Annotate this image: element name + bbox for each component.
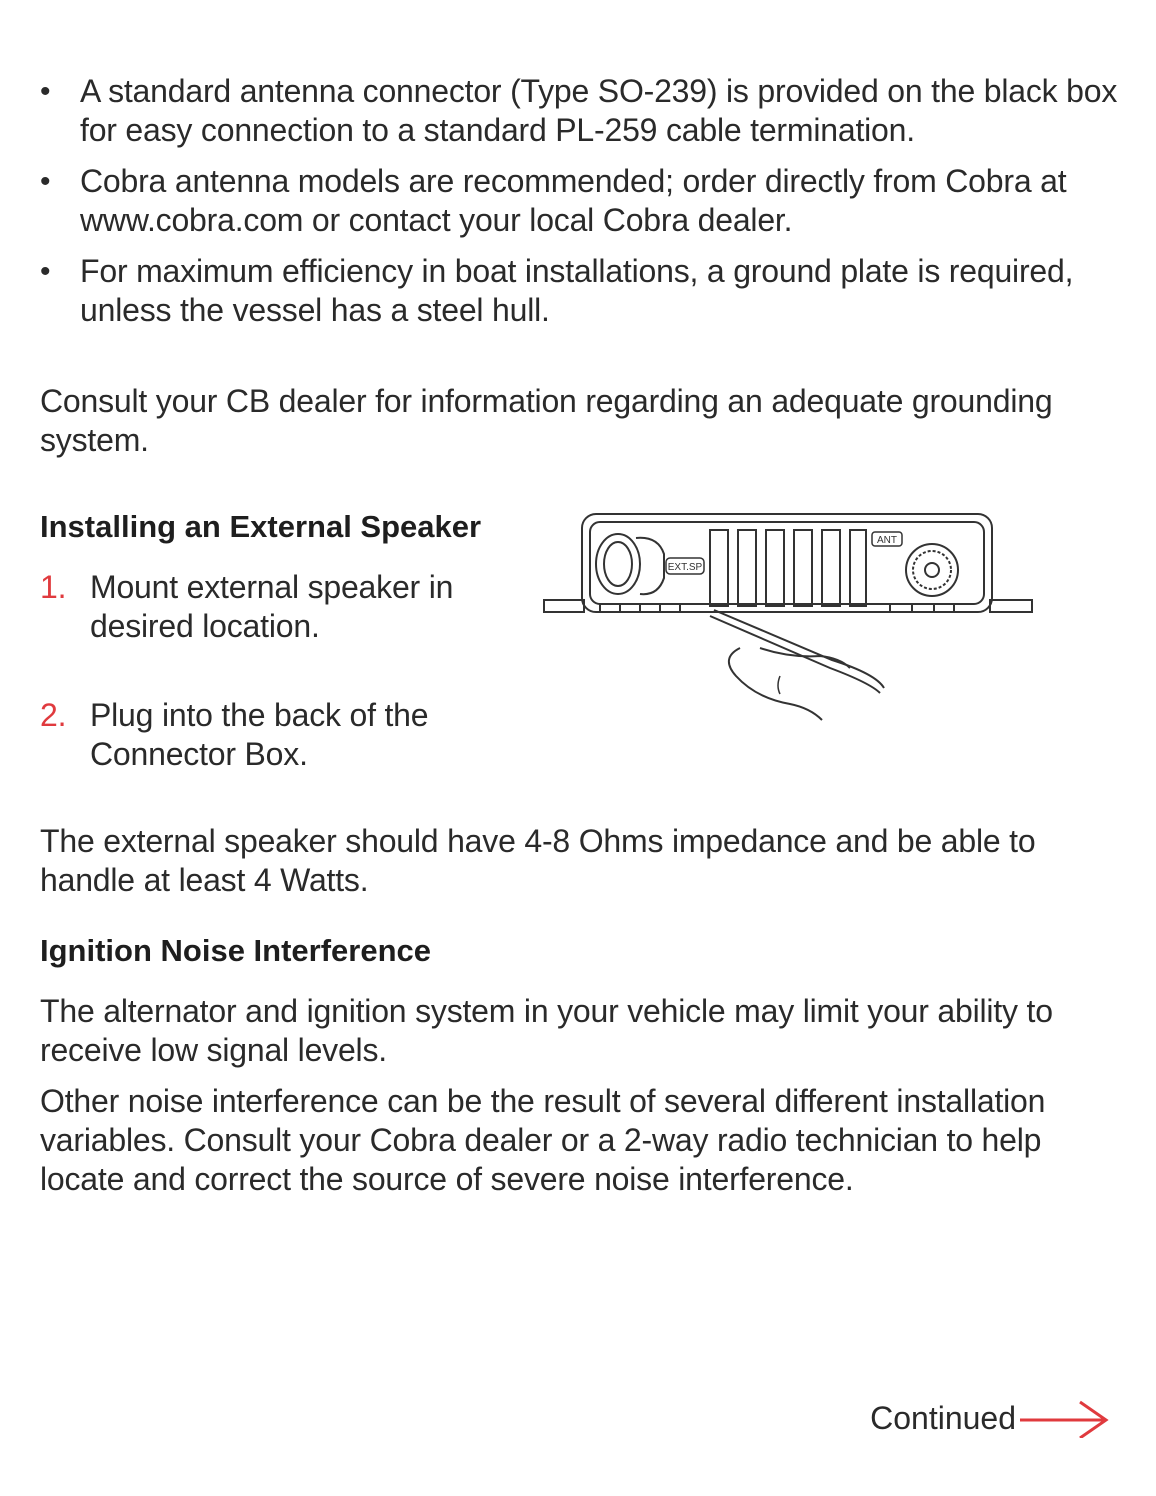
ignition-paragraph: Other noise interference can be the result of several different installation variables. Consult your Cobra dealer or a 2-way radio technician to help locate and correct the source of severe noise interference. — [40, 1083, 1046, 1197]
bullet-text: A standard antenna connector (Type SO-239) is provided on the black box for easy connection to a standard PL-259 cable termination. — [80, 73, 1118, 148]
continued-indicator — [870, 1398, 1112, 1438]
step-item — [40, 696, 510, 774]
step-text: Mount external speaker in desired location. — [90, 569, 454, 644]
connector-box-illustration — [540, 508, 1040, 728]
step-number: 2. — [40, 697, 67, 733]
arrow-right-icon — [1016, 1398, 1112, 1438]
ant-label: ANT — [877, 535, 897, 546]
antenna-bullet-list — [40, 72, 1130, 342]
ignition-paragraph: The alternator and ignition system in your vehicle may limit your ability to receive low signal levels. — [40, 993, 1053, 1068]
bullet-dot-icon: • — [40, 255, 51, 288]
bullet-dot-icon: • — [40, 165, 51, 198]
step-text: Plug into the back of the Connector Box. — [90, 697, 429, 772]
continued-label: Continued — [870, 1399, 1016, 1436]
grounding-note: Consult your CB dealer for information regarding an adequate grounding system. — [40, 383, 1053, 458]
bullet-dot-icon: • — [40, 75, 51, 108]
bullet-item — [40, 162, 1130, 240]
step-item — [40, 568, 510, 646]
speaker-steps — [40, 568, 510, 774]
ext-sp-label: EXT.SP — [667, 562, 703, 573]
speaker-note: The external speaker should have 4-8 Ohms impedance and be able to handle at least 4 Watts. — [40, 823, 1036, 898]
bullet-text: For maximum efficiency in boat installations, a ground plate is required, unless the vessel has a steel hull. — [80, 253, 1074, 328]
step-number: 1. — [40, 569, 67, 605]
ignition-heading: Ignition Noise Interference — [40, 933, 432, 968]
bullet-text: Cobra antenna models are recommended; order directly from Cobra at www.cobra.com or contact your local Cobra dealer. — [80, 163, 1067, 238]
bullet-item — [40, 252, 1130, 330]
speaker-heading: Installing an External Speaker — [40, 509, 482, 544]
bullet-item — [40, 72, 1130, 150]
